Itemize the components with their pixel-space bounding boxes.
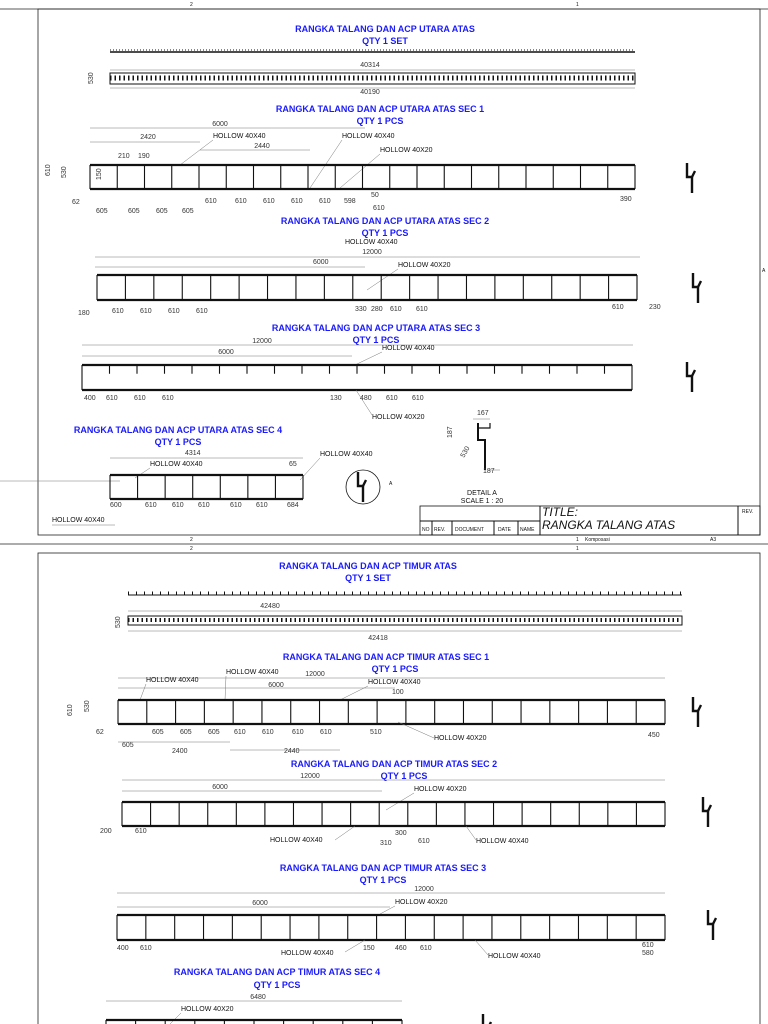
dim: 280 bbox=[371, 306, 383, 313]
dim: 610 bbox=[418, 838, 430, 845]
leader bbox=[345, 940, 365, 952]
dim: 100 bbox=[392, 689, 404, 696]
dim: 610 bbox=[67, 704, 74, 716]
zone-label: 2 bbox=[190, 546, 193, 552]
footer-zone: 1 bbox=[576, 537, 579, 543]
frame-sec1 bbox=[118, 700, 665, 724]
profile-icon bbox=[483, 1014, 491, 1024]
dim: 200 bbox=[100, 828, 112, 835]
dim: 62 bbox=[72, 199, 80, 206]
dim: 610 bbox=[230, 502, 242, 509]
rev-label: REV. bbox=[742, 509, 754, 515]
frame-sec3 bbox=[82, 365, 632, 390]
dim: 610 bbox=[412, 395, 424, 402]
callout: HOLLOW 40X20 bbox=[380, 147, 433, 154]
profile-icon bbox=[358, 472, 366, 502]
dim: 610 bbox=[198, 502, 210, 509]
detail-ref: A bbox=[389, 481, 393, 487]
dim: 610 bbox=[420, 945, 432, 952]
dim: 400 bbox=[117, 945, 129, 952]
leader bbox=[355, 352, 382, 365]
callout: HOLLOW 40X40 bbox=[150, 461, 203, 468]
callout: HOLLOW 40X20 bbox=[181, 1006, 234, 1013]
sec4-title: RANGKA TALANG DAN ACP TIMUR ATAS SEC 4 bbox=[173, 967, 381, 977]
callout: HOLLOW 40X20 bbox=[398, 262, 451, 269]
sec1-title: RANGKA TALANG DAN ACP UTARA ATAS SEC 1 bbox=[275, 104, 485, 114]
footer-zone: 2 bbox=[190, 537, 193, 543]
dim: 605 bbox=[96, 208, 108, 215]
dim-overall-side: 530 bbox=[115, 616, 122, 628]
sheet-2 bbox=[0, 544, 768, 1024]
dim: 610 bbox=[135, 828, 147, 835]
dim: 610 bbox=[291, 198, 303, 205]
leader bbox=[335, 826, 355, 840]
dim: 150 bbox=[96, 168, 103, 180]
dim: 187 bbox=[483, 468, 495, 475]
zone-label: 1 bbox=[576, 2, 579, 8]
section-4-timur bbox=[106, 967, 491, 1024]
zone-label-side: A bbox=[762, 268, 766, 274]
dim: 65 bbox=[289, 461, 297, 468]
dim: 610 bbox=[168, 308, 180, 315]
dim: 210 bbox=[118, 153, 130, 160]
leader bbox=[356, 390, 372, 415]
drawing-title: RANGKA TALANG ATAS bbox=[542, 518, 676, 532]
frame-sec2 bbox=[97, 275, 637, 300]
dim: 187 bbox=[447, 426, 454, 438]
dim: 610 bbox=[140, 945, 152, 952]
section-1-timur bbox=[67, 652, 701, 755]
dim: 310 bbox=[380, 840, 392, 847]
callout: HOLLOW 40X40 bbox=[270, 837, 323, 844]
dim: 610 bbox=[134, 395, 146, 402]
detail-label: DETAIL A bbox=[467, 490, 497, 497]
dim-overall-top: 40314 bbox=[360, 62, 380, 69]
dim: 2440 bbox=[284, 748, 300, 755]
detail-a bbox=[447, 410, 503, 505]
overall-title: RANGKA TALANG DAN ACP UTARA ATAS bbox=[295, 24, 475, 34]
leader bbox=[475, 940, 488, 955]
callout: HOLLOW 40X40 bbox=[342, 133, 395, 140]
dim: 605 bbox=[128, 208, 140, 215]
dim: 390 bbox=[620, 196, 632, 203]
dim: 610 bbox=[390, 306, 402, 313]
tb-col: DATE bbox=[498, 527, 511, 533]
sec1-qty: QTY 1 PCS bbox=[356, 116, 404, 126]
overall-assembly-timur bbox=[115, 561, 682, 642]
dim: 610 bbox=[256, 502, 268, 509]
profile-icon bbox=[693, 697, 701, 727]
dim: 150 bbox=[363, 945, 375, 952]
leader bbox=[466, 826, 476, 840]
dim: 598 bbox=[344, 198, 356, 205]
tb-col: NO bbox=[422, 527, 430, 533]
callout: HOLLOW 40X40 bbox=[488, 953, 541, 960]
detail-profile bbox=[478, 423, 485, 470]
dim: 6000 bbox=[252, 900, 268, 907]
section-2-utara bbox=[78, 216, 701, 317]
callout: HOLLOW 40X40 bbox=[281, 950, 334, 957]
dim: 605 bbox=[180, 729, 192, 736]
callout: HOLLOW 40X40 bbox=[382, 345, 435, 352]
section-4-utara bbox=[52, 425, 393, 525]
dim: 6480 bbox=[250, 994, 266, 1001]
dim: 180 bbox=[78, 310, 90, 317]
dim: 6000 bbox=[313, 259, 329, 266]
callout: HOLLOW 40X40 bbox=[226, 669, 279, 676]
dim: 300 bbox=[395, 830, 407, 837]
footer-size: A3 bbox=[710, 537, 717, 543]
callout: HOLLOW 40X40 bbox=[52, 517, 105, 524]
section-1-utara bbox=[45, 104, 695, 215]
sec1-title: RANGKA TALANG DAN ACP TIMUR ATAS SEC 1 bbox=[282, 652, 490, 662]
dim: 530 bbox=[61, 166, 68, 178]
leader bbox=[367, 269, 398, 290]
dim: 530 bbox=[84, 700, 91, 712]
sheet-1 bbox=[0, 2, 768, 543]
dim: 2420 bbox=[140, 134, 156, 141]
leader bbox=[170, 1013, 181, 1024]
dim: 12000 bbox=[252, 338, 272, 345]
sec2-qty: QTY 1 PCS bbox=[361, 228, 409, 238]
dim: 50 bbox=[371, 192, 379, 199]
zone-label: 2 bbox=[190, 2, 193, 8]
sec2-qty: QTY 1 PCS bbox=[380, 771, 428, 781]
callout: HOLLOW 40X40 bbox=[146, 677, 199, 684]
leader bbox=[340, 154, 380, 188]
section-2-timur bbox=[100, 759, 711, 847]
dim: 610 bbox=[416, 306, 428, 313]
overall-title: RANGKA TALANG DAN ACP TIMUR ATAS bbox=[279, 561, 457, 571]
overall-assembly-utara bbox=[88, 24, 635, 96]
dim-overall-bottom: 40190 bbox=[360, 89, 380, 96]
leader bbox=[180, 140, 213, 165]
frame-sec1 bbox=[90, 165, 635, 189]
dim: 605 bbox=[208, 729, 220, 736]
overall-frame bbox=[128, 616, 682, 625]
dim: 610 bbox=[642, 942, 654, 949]
overall-qty: QTY 1 SET bbox=[362, 36, 408, 46]
tb-col: DOCUMENT bbox=[455, 527, 484, 533]
dim: 600 bbox=[110, 502, 122, 509]
sec3-qty: QTY 1 PCS bbox=[352, 335, 400, 345]
dim: 190 bbox=[138, 153, 150, 160]
profile-icon bbox=[703, 797, 711, 827]
dim: 610 bbox=[234, 729, 246, 736]
dim: 6000 bbox=[268, 682, 284, 689]
detail-profile-return bbox=[478, 423, 490, 428]
callout: HOLLOW 40X20 bbox=[414, 786, 467, 793]
dim-overall-top: 42480 bbox=[260, 603, 280, 610]
section-3-timur bbox=[117, 863, 716, 960]
callout: HOLLOW 40X20 bbox=[395, 899, 448, 906]
dim-overall-bottom: 42418 bbox=[368, 635, 388, 642]
frame-sec3 bbox=[117, 915, 665, 940]
sec1-qty: QTY 1 PCS bbox=[371, 664, 419, 674]
dim: 610 bbox=[45, 164, 52, 176]
dim: 610 bbox=[162, 395, 174, 402]
profile-icon bbox=[708, 910, 716, 940]
callout: HOLLOW 40X40 bbox=[368, 679, 421, 686]
dim: 610 bbox=[106, 395, 118, 402]
dim: 12000 bbox=[414, 886, 434, 893]
dim: 610 bbox=[320, 729, 332, 736]
sec3-title: RANGKA TALANG DAN ACP UTARA ATAS SEC 3 bbox=[271, 323, 481, 333]
dim: 450 bbox=[648, 732, 660, 739]
frame-sec4 bbox=[110, 475, 303, 499]
dim: 4314 bbox=[185, 450, 201, 457]
title-label: TITLE: bbox=[542, 505, 579, 519]
dim: 610 bbox=[292, 729, 304, 736]
dim: 2440 bbox=[254, 143, 270, 150]
frame-sec4 bbox=[106, 1020, 402, 1024]
callout: HOLLOW 40X40 bbox=[213, 133, 266, 140]
sec2-title: RANGKA TALANG DAN ACP TIMUR ATAS SEC 2 bbox=[290, 759, 498, 769]
dim: 610 bbox=[373, 205, 385, 212]
dim: 610 bbox=[205, 198, 217, 205]
dim: 6000 bbox=[218, 349, 234, 356]
callout: HOLLOW 40X20 bbox=[434, 735, 487, 742]
dim: 610 bbox=[386, 395, 398, 402]
zone-label: 1 bbox=[576, 546, 579, 552]
dim: 12000 bbox=[305, 671, 325, 678]
dim: 684 bbox=[287, 502, 299, 509]
sec3-title: RANGKA TALANG DAN ACP TIMUR ATAS SEC 3 bbox=[279, 863, 487, 873]
overall-qty: QTY 1 SET bbox=[345, 573, 391, 583]
dim: 6000 bbox=[212, 121, 228, 128]
dim: 12000 bbox=[300, 773, 320, 780]
sec2-title: RANGKA TALANG DAN ACP UTARA ATAS SEC 2 bbox=[280, 216, 490, 226]
dim: 530 bbox=[459, 445, 472, 459]
dim: 330 bbox=[355, 306, 367, 313]
dim: 610 bbox=[196, 308, 208, 315]
dim: 610 bbox=[263, 198, 275, 205]
dim: 580 bbox=[642, 950, 654, 957]
dim: 605 bbox=[182, 208, 194, 215]
dim: 510 bbox=[370, 729, 382, 736]
dim: 480 bbox=[360, 395, 372, 402]
dim: 12000 bbox=[362, 249, 382, 256]
dim: 610 bbox=[235, 198, 247, 205]
dim: 610 bbox=[140, 308, 152, 315]
dim: 130 bbox=[330, 395, 342, 402]
dim: 460 bbox=[395, 945, 407, 952]
profile-icon bbox=[687, 362, 695, 392]
tb-col: NAME bbox=[520, 527, 535, 533]
sec3-qty: QTY 1 PCS bbox=[359, 875, 407, 885]
dim: 167 bbox=[477, 410, 489, 417]
callout: HOLLOW 40X40 bbox=[345, 239, 398, 246]
dim: 610 bbox=[172, 502, 184, 509]
footer-note: Komposasi bbox=[585, 537, 610, 543]
section-3-utara bbox=[82, 323, 695, 421]
detail-scale: SCALE 1 : 20 bbox=[460, 498, 504, 505]
sec4-qty: QTY 1 PCS bbox=[253, 980, 301, 990]
dim: 610 bbox=[145, 502, 157, 509]
dim: 610 bbox=[112, 308, 124, 315]
dim: 230 bbox=[649, 304, 661, 311]
dim: 62 bbox=[96, 729, 104, 736]
dim: 610 bbox=[262, 729, 274, 736]
sec4-title: RANGKA TALANG DAN ACP UTARA ATAS SEC 4 bbox=[73, 425, 283, 435]
dim: 6000 bbox=[212, 784, 228, 791]
dim: 400 bbox=[84, 395, 96, 402]
sec4-qty: QTY 1 PCS bbox=[154, 437, 202, 447]
tb-col: REV. bbox=[434, 527, 446, 533]
dim: 605 bbox=[122, 742, 134, 749]
leader bbox=[140, 684, 146, 700]
profile-icon bbox=[687, 163, 695, 193]
profile-icon bbox=[693, 273, 701, 303]
dim: 2400 bbox=[172, 748, 188, 755]
dim: 610 bbox=[319, 198, 331, 205]
callout: HOLLOW 40X20 bbox=[372, 414, 425, 421]
callout: HOLLOW 40X40 bbox=[320, 451, 373, 458]
dim: 605 bbox=[152, 729, 164, 736]
dim: 610 bbox=[612, 304, 624, 311]
dim-overall-side: 530 bbox=[88, 72, 95, 84]
callout: HOLLOW 40X40 bbox=[476, 838, 529, 845]
dim: 605 bbox=[156, 208, 168, 215]
title-block bbox=[420, 505, 760, 535]
